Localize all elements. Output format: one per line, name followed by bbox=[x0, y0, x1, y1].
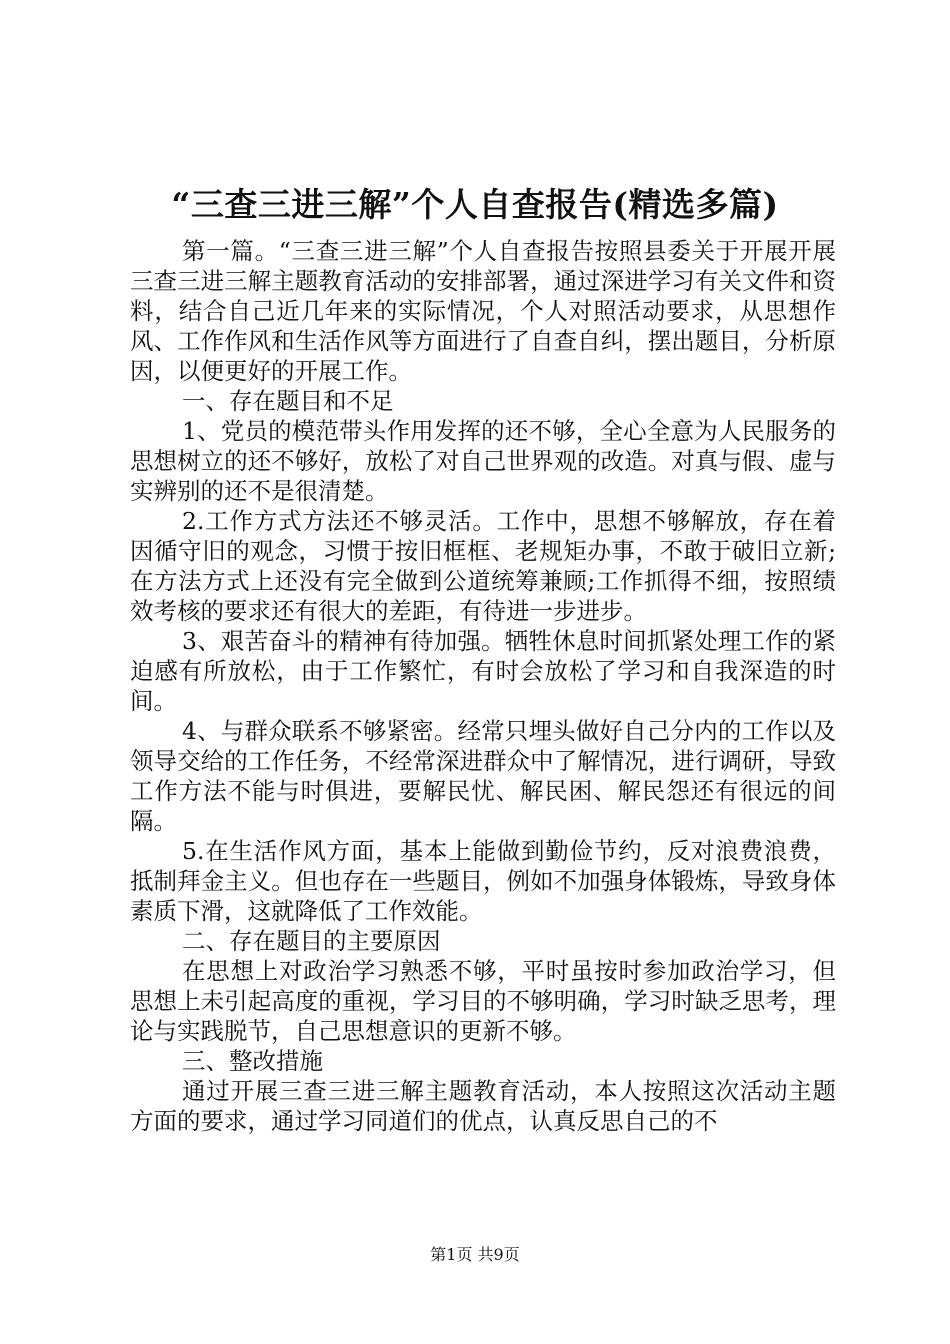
page-footer: 第1页 共9页 bbox=[430, 1245, 520, 1264]
document-title: “三查三进三解”个人自查报告(精选多篇) bbox=[171, 185, 779, 224]
paragraph-reasons: 在思想上对政治学习熟悉不够，平时虽按时参加政治学习，但思想上未引起高度的重视，学习目的不够明确，学习时缺乏思考，理论与实践脱节，自己思想意识的更新不够。 bbox=[130, 957, 836, 1045]
paragraph-item-1: 1、党员的模范带头作用发挥的还不够，全心全意为人民服务的思想树立的还不够好，放松了对自己世界观的改造。对真与假、虚与实辨别的还不是很清楚。 bbox=[130, 417, 836, 505]
paragraph-item-3: 3、艰苦奋斗的精神有待加强。牺牲休息时间抓紧处理工作的紧迫感有所放松，由于工作繁忙，有时会放松了学习和自我深造的时间。 bbox=[130, 627, 836, 715]
paragraph-measures: 通过开展三查三进三解主题教育活动，本人按照这次活动主题方面的要求，通过学习同道们的优点，认真反思自己的不 bbox=[130, 1077, 836, 1135]
paragraph-item-5: 5.在生活作风方面，基本上能做到勤俭节约，反对浪费浪费，抵制拜金主义。但也存在一些题目，例如不加强身体锻炼，导致身体素质下滑，这就降低了工作效能。 bbox=[130, 837, 836, 925]
paragraph-item-2: 2.工作方式方法还不够灵活。工作中，思想不够解放，存在着因循守旧的观念，习惯于按旧框框、老规矩办事，不敢于破旧立新;在方法方式上还没有完全做到公道统筹兼顾;工作抓得不细，按照绩效考核的要求还有很大的差距，有待进一步进步。 bbox=[130, 507, 836, 625]
section-heading-3: 三、整改措施 bbox=[182, 1047, 323, 1075]
section-heading-2: 二、存在题目的主要原因 bbox=[182, 927, 441, 955]
paragraph-intro: 第一篇。“三查三进三解”个人自查报告按照县委关于开展开展三查三进三解主题教育活动的安排部署，通过深进学习有关文件和资料，结合自己近几年来的实际情况，个人对照活动要求，从思想作风、工作作风和生活作风等方面进行了自查自纠，摆出题目，分析原因，以便更好的开展工作。 bbox=[130, 237, 836, 385]
section-heading-1: 一、存在题目和不足 bbox=[182, 387, 394, 415]
paragraph-item-4: 4、与群众联系不够紧密。经常只埋头做好自己分内的工作以及领导交给的工作任务，不经常深进群众中了解情况，进行调研，导致工作方法不能与时俱进，要解民忧、解民困、解民怨还有很远的间隔。 bbox=[130, 717, 836, 835]
document-body bbox=[130, 236, 836, 1136]
